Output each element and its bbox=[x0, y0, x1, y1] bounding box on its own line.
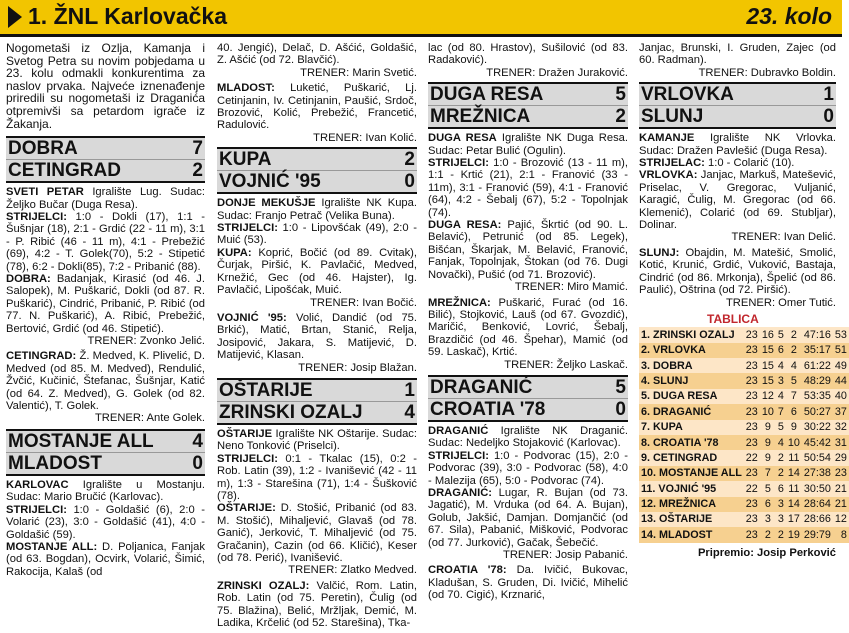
match-dobra-cetingrad bbox=[6, 136, 205, 425]
wins: 15 bbox=[761, 344, 774, 357]
away-team: SLUNJ bbox=[641, 106, 704, 128]
played: 23 bbox=[745, 467, 758, 480]
played: 22 bbox=[745, 451, 758, 464]
wins: 15 bbox=[761, 359, 774, 372]
losses: 17 bbox=[787, 513, 800, 526]
wins: 6 bbox=[760, 497, 776, 512]
losses: 6 bbox=[786, 404, 802, 419]
wins: 5 bbox=[760, 481, 776, 496]
home-team: KUPA bbox=[219, 149, 272, 171]
coach-line: TRENER: Ivan Kolić. bbox=[313, 131, 417, 144]
scorers-line: STRIJELCI: 1:0 - Dokli (17), 1:1 - Šušnjar (18), 2:1 - Grdić (22 - 11 m), 3:1 - P. Ribić (46 - 11 m), 4:1 - Prebežić (69), 4:2 - T. Golek(70), 5:2 - Stipetić (78), 6:2 - Dokli(85), 7:2 - Pribanić (88). bbox=[6, 210, 205, 273]
wins: 15 bbox=[761, 374, 774, 387]
author-credit: Pripremio: Josip Perković bbox=[697, 546, 836, 559]
team-name: 2. VRLOVKA bbox=[639, 343, 744, 358]
team-name: 11. VOJNIĆ '95 bbox=[639, 481, 744, 496]
points: 40 bbox=[834, 390, 847, 403]
scorers-line: STRIJELCI: 0:1 - Tkalac (15), 0:2 - Rob. Latin (39), 1:2 - Ivanišević (42 - 11 m), 1:3 - Starešina (71), 1:4 - Šušković (78). bbox=[217, 452, 417, 502]
wins: 7 bbox=[760, 466, 776, 481]
points: 23 bbox=[834, 467, 847, 480]
home-score: 4 bbox=[192, 430, 203, 452]
table-row bbox=[639, 343, 849, 358]
played: 23 bbox=[745, 436, 758, 449]
intro-text: Nogometaši iz Ozlja, Kamanja i Svetog Petra su novim pobjedama u 23. kolu odmakli konkurentima za naslov prvaka. Najveće iznenađenje priredili su nogometaši iz Draganića otpremivši sa petardom igrače iz Žakanja. bbox=[6, 41, 205, 131]
scoreboard bbox=[217, 147, 417, 194]
table-row bbox=[639, 466, 849, 481]
draws: 6 bbox=[777, 344, 784, 357]
scoreboard bbox=[217, 378, 417, 425]
column-3 bbox=[428, 42, 628, 606]
points: 21 bbox=[834, 482, 847, 495]
table-row bbox=[639, 327, 849, 342]
team-name: 7. KUPA bbox=[639, 420, 744, 435]
draws: 5 bbox=[777, 421, 784, 434]
table-row bbox=[639, 420, 849, 435]
draws: 3 bbox=[777, 498, 784, 511]
home-team: MOSTANJE ALL bbox=[8, 430, 154, 452]
losses: 10 bbox=[787, 436, 800, 449]
team-name: 3. DOBRA bbox=[639, 358, 744, 373]
home-coach: TRENER: Zvonko Jelić. bbox=[87, 335, 205, 348]
away-team: MREŽNICA bbox=[430, 106, 531, 128]
played: 23 bbox=[745, 528, 758, 541]
home-lineup: OŠTARIJE: D. Stošić, Pribanić (od 83. M. Stošić), Mihaljević, Glavaš (od 78. Ganić), Jerković, T. Mihaljević (od 75. Gračanin), Cazin (od 66. Kličić), Keser (od 78. Perić), Ivanišević. bbox=[217, 502, 417, 564]
venue-line: OŠTARIJE Igralište NK Oštarije. Sudac: Neno Tonković (Priselci). bbox=[217, 427, 417, 453]
home-coach: TRENER: Ivan Delić. bbox=[731, 231, 836, 244]
played: 23 bbox=[745, 344, 758, 357]
draws: 4 bbox=[777, 359, 784, 372]
home-score: 1 bbox=[823, 84, 834, 106]
losses: 14 bbox=[787, 498, 800, 511]
scoreboard bbox=[428, 375, 628, 422]
round-label: 23. kolo bbox=[746, 3, 832, 29]
away-coach: TRENER: Omer Tutić. bbox=[725, 296, 836, 309]
home-score: 7 bbox=[192, 138, 203, 160]
team-name: 14. MLADOST bbox=[639, 527, 744, 542]
lineup-continuation: Janjac, Brunski, I. Gruden, Zajec (od 60. Radman). bbox=[639, 42, 836, 67]
goals: 29:79 bbox=[803, 528, 831, 541]
venue-line: SVETI PETAR Igralište Lug. Sudac: Željko Bučar (Duga Resa). bbox=[6, 186, 205, 211]
played: 23 bbox=[745, 374, 758, 387]
goals: 61:22 bbox=[803, 359, 831, 372]
home-lineup: DUGA RESA: Pajić, Škrtić (od 90. L. Belavić), Petrunić (od 85. Legek), Bišćan, Škarjak, M. Belavić, Franović, Fanjak, Topolnjak, Štokan (od 76. Dugi Novački), Pušić (od 71. Brozović). bbox=[428, 219, 628, 281]
standings-table bbox=[639, 327, 849, 542]
home-team: DOBRA bbox=[8, 138, 78, 160]
away-coach: TRENER: Ante Golek. bbox=[94, 412, 205, 425]
page-header bbox=[0, 0, 842, 37]
away-lineup: MREŽNICA: Puškarić, Furać (od 16. Bilić), Stojković, Lauš (od 67. Gvozdić), Maričić, Benković, Lovrić, Šebalj, Brazdičić (od 46. Špehar), Mamić (od 59. Laskač), Krtić. bbox=[428, 296, 628, 359]
losses: 5 bbox=[786, 373, 802, 388]
scoreboard bbox=[6, 429, 205, 476]
home-lineup: DRAGANIĆ: Lugar, R. Bujan (od 73. Jagatić), M. Vrduka (od 64. A. Bujan), Golub, Jakšić, Damjan. Domjančić (od 67. Sila), Pabanić, Mišković, Podvorac (od 77. Jurković), Gačak, Šebečić. bbox=[428, 486, 628, 549]
home-coach: TRENER: Josip Pabanić. bbox=[503, 549, 628, 561]
scorers-line: STRIJELAC: 1:0 - Colarić (10). bbox=[639, 157, 795, 170]
points: 21 bbox=[834, 498, 847, 511]
points: 8 bbox=[833, 527, 849, 542]
home-coach: TRENER: Zlatko Medved. bbox=[288, 564, 417, 577]
draws: 6 bbox=[777, 482, 784, 495]
home-coach: TRENER: Miro Mamić. bbox=[514, 281, 628, 294]
played: 23 bbox=[745, 328, 758, 341]
goals: 47:16 bbox=[803, 328, 831, 341]
points: 53 bbox=[834, 328, 847, 341]
arrow-icon bbox=[8, 6, 22, 28]
wins: 2 bbox=[760, 527, 776, 542]
draws: 4 bbox=[777, 390, 784, 403]
match-vrlovka-slunj bbox=[639, 82, 836, 309]
goals: 48:29 bbox=[803, 374, 831, 387]
wins: 9 bbox=[760, 435, 776, 450]
match-mostanje-mladost bbox=[6, 429, 205, 578]
venue-line: DRAGANIĆ Igralište NK Draganić. Sudac: Nedeljko Stojaković (Karlovac). bbox=[428, 424, 628, 450]
home-lineup: VRLOVKA: Janjac, Markuš, Matešević, Priselac, V. Gregorac, Vuljanić, Karagić, Čulig, M. Gregorac (od 66. Klemenić), Colarić (od 69. Stubljar), Dolinar. bbox=[639, 169, 836, 232]
home-team: VRLOVKA bbox=[641, 84, 734, 106]
team-name: 1. ZRINSKI OZALJ bbox=[639, 327, 744, 342]
home-lineup: DOBRA: Badanjak, Kirasić (od 46. J. Salopek), M. Puškarić, Dokli (od 87. R. Puškarić), Cindrić, Pribanić, P. Ribić (od 77. N. Puškarić), A. Ribić, Prebežić, Bertović, Grdić (od 46. Stipetić). bbox=[6, 273, 205, 335]
table-row bbox=[639, 373, 849, 388]
played: 23 bbox=[745, 513, 758, 526]
away-lineup: CROATIA '78: Da. Ivičić, Bukovac, Kladušan, S. Gruden, Di. Ivičić, Mihelić (od 70. Cigić), Krznarić, bbox=[428, 564, 628, 602]
played: 23 bbox=[745, 421, 758, 434]
draws: 5 bbox=[777, 328, 784, 341]
points: 32 bbox=[834, 421, 847, 434]
venue-line: DONJE MEKUŠJE Igralište NK Kupa. Sudac: Franjo Petrač (Velika Buna). bbox=[217, 197, 417, 222]
goals: 30:50 bbox=[803, 482, 831, 495]
played: 22 bbox=[745, 482, 758, 495]
away-score: 4 bbox=[404, 401, 415, 423]
home-team: OŠTARIJE bbox=[219, 379, 313, 401]
draws: 2 bbox=[777, 467, 784, 480]
draws: 7 bbox=[777, 405, 784, 418]
goals: 27:38 bbox=[803, 467, 831, 480]
table-row bbox=[639, 527, 849, 542]
home-score: 5 bbox=[615, 84, 626, 106]
goals: 35:17 bbox=[803, 344, 831, 357]
table-row bbox=[639, 497, 849, 512]
table-title: TABLICA bbox=[707, 311, 759, 326]
match-kupa-vojnic bbox=[217, 147, 417, 374]
draws: 3 bbox=[777, 374, 784, 387]
home-score: 1 bbox=[404, 379, 415, 401]
wins: 10 bbox=[761, 405, 774, 418]
home-coach: TRENER: Ivan Bočić. bbox=[310, 296, 417, 309]
table-row bbox=[639, 481, 849, 496]
points: 37 bbox=[834, 405, 847, 418]
away-lineup: SLUNJ: Obajdin, M. Matešić, Smolić, Kotić, Krunić, Grdić, Vuković, Bastaja, Cindrić (od 86. Mrkonja), Špelić (od 86. Paulić), Oštrina (od 72. Piršić). bbox=[639, 246, 836, 297]
goals: 45:42 bbox=[803, 436, 831, 449]
losses: 2 bbox=[786, 327, 802, 342]
losses: 19 bbox=[787, 528, 800, 541]
table-row bbox=[639, 358, 849, 373]
league-title: 1. ŽNL Karlovačka bbox=[28, 3, 228, 29]
scorers-line: STRIJELCI: 1:0 - Podvorac (15), 2:0 - Podvorac (39), 3:0 - Podvorac (58), 4:0 - Malezija (65), 5:0 - Podvorac (74). bbox=[428, 449, 628, 487]
home-lineup: KUPA: Koprić, Bočić (od 89. Cvitak), Čurjak, Piršić, K. Pavlačić, Medved, Krnežić, Gec (od 46. Hajster), Ig. Pavlačić, Lipošćak, Muić. bbox=[217, 246, 417, 297]
scorers-line: STRIJELCI: 1:0 - Goldašić (6), 2:0 - Volarić (23), 3:0 - Goldašić (41), 4:0 - Goldašić (59). bbox=[6, 503, 205, 541]
goals: 28:64 bbox=[803, 498, 831, 511]
away-lineup: VOJNIĆ '95: Volić, Dandić (od 75. Brkić), Matić, Brtan, Stanić, Relja, Josipović, Jakara, S. Matijević, D. Matijević, Klasan. bbox=[217, 311, 418, 362]
home-team: DUGA RESA bbox=[430, 84, 544, 106]
draws: 2 bbox=[777, 528, 784, 541]
mladost-lineup: MLADOST: Luketić, Puškarić, Lj. Cetinjanin, Iv. Cetinjanin, Paušić, Srdoč, Brozović, Kolić, Prebežić, Francetić, Radulović. bbox=[217, 82, 417, 132]
points: 29 bbox=[834, 451, 847, 464]
team-name: 12. MREŽNICA bbox=[639, 497, 744, 512]
coach-line: TRENER: Dražen Juraković. bbox=[486, 66, 628, 79]
home-lineup: MOSTANJE ALL: D. Poljanica, Fanjak (od 63. Bogdan), Ocvirk, Volarić, Šimić, Rakocija, Kalaš (od bbox=[6, 540, 205, 578]
points: 31 bbox=[834, 436, 847, 449]
played: 23 bbox=[745, 390, 758, 403]
wins: 12 bbox=[761, 390, 774, 403]
lineup-continuation: lac (od 80. Hrastov), Sušilović (od 83. Radaković). bbox=[428, 42, 628, 67]
wins: 9 bbox=[760, 450, 776, 465]
scorers-line: STRIJELCI: 1:0 - Brozović (13 - 11 m), 1:1 - Krtić (21), 2:1 - Franović (33 - 11m), 3:1 - Franović (59), 4:1 - Franović (64), 4:2 - Šebalj (67), 5:2 - Topolnjak (74). bbox=[428, 157, 628, 219]
column-1 bbox=[6, 42, 205, 582]
goals: 28:66 bbox=[803, 513, 831, 526]
away-lineup: ZRINSKI OZALJ: Valčić, Rom. Latin, Rob. Latin (od 75. Peretin), Čulig (od 75. Blažina), Belić, Mržljak, Demić, M. Ladika, Krčelić (od 52. Starešina), Tka- bbox=[217, 579, 417, 630]
draws: 4 bbox=[777, 436, 784, 449]
away-score: 0 bbox=[192, 452, 203, 474]
home-score: 5 bbox=[615, 376, 626, 398]
column-4 bbox=[639, 42, 847, 559]
team-name: 4. SLUNJ bbox=[639, 373, 744, 388]
away-team: MLADOST bbox=[8, 452, 102, 474]
draws: 2 bbox=[777, 451, 784, 464]
home-score: 2 bbox=[404, 149, 415, 171]
away-coach: TRENER: Josip Blažan. bbox=[298, 361, 417, 374]
goals: 50:27 bbox=[803, 405, 831, 418]
home-team: DRAGANIĆ bbox=[430, 376, 533, 398]
away-coach: TRENER: Željko Laskač. bbox=[504, 358, 628, 371]
losses: 7 bbox=[786, 389, 802, 404]
venue-line: KARLOVAC Igralište u Mostanju. Sudac: Mario Bručić (Karlovac). bbox=[6, 478, 205, 504]
losses: 11 bbox=[786, 481, 802, 496]
goals: 50:54 bbox=[803, 451, 831, 464]
goals: 30:22 bbox=[803, 421, 831, 434]
team-name: 8. CROATIA '78 bbox=[639, 435, 744, 450]
losses: 14 bbox=[787, 467, 800, 480]
team-name: 6. DRAGANIĆ bbox=[639, 404, 744, 419]
wins: 3 bbox=[760, 512, 776, 527]
losses: 11 bbox=[786, 450, 802, 465]
coach-line: TRENER: Marin Svetić. bbox=[300, 66, 417, 79]
away-team: CROATIA '78 bbox=[430, 398, 546, 420]
wins: 9 bbox=[760, 420, 776, 435]
played: 23 bbox=[745, 405, 758, 418]
column-2 bbox=[217, 42, 417, 633]
table-row bbox=[639, 512, 849, 527]
away-team: CETINGRAD bbox=[8, 160, 121, 182]
points: 12 bbox=[834, 513, 847, 526]
table-row bbox=[639, 450, 849, 465]
table-row bbox=[639, 435, 849, 450]
points: 51 bbox=[834, 344, 847, 357]
table-row bbox=[639, 389, 849, 404]
venue-line: DUGA RESA Igralište NK Duga Resa. Sudac: Petar Bulić (Ogulin). bbox=[428, 132, 628, 157]
away-score: 2 bbox=[192, 160, 203, 182]
team-name: 13. OŠTARIJE bbox=[639, 512, 744, 527]
table-row bbox=[639, 404, 849, 419]
losses: 9 bbox=[786, 420, 802, 435]
goals: 53:35 bbox=[803, 390, 831, 403]
away-team: VOJNIĆ '95 bbox=[219, 171, 321, 193]
draws: 3 bbox=[777, 513, 784, 526]
venue-line: KAMANJE Igralište NK Vrlovka. Sudac: Dražen Pavlešić (Duga Resa). bbox=[639, 132, 836, 157]
scoreboard bbox=[639, 82, 836, 129]
away-score: 0 bbox=[404, 171, 415, 193]
played: 23 bbox=[745, 359, 758, 372]
away-team: ZRINSKI OZALJ bbox=[219, 401, 363, 423]
coach-line: TRENER: Dubravko Boldin. bbox=[698, 66, 836, 79]
away-score: 0 bbox=[615, 398, 626, 420]
away-score: 2 bbox=[615, 106, 626, 128]
match-ostarije-zrinski bbox=[217, 378, 417, 630]
match-draganic-croatia bbox=[428, 375, 628, 602]
played: 23 bbox=[745, 498, 758, 511]
scoreboard bbox=[428, 82, 628, 129]
away-lineup: CETINGRAD: Ž. Medved, K. Plivelić, D. Medved (od 85. M. Medved), Rendulić, Žvčić, Kučinić, Štefanac, Šušnjar, Katić (od 64. Z. Medved), G. Golek (od 82. Valentić), T. Golek. bbox=[6, 350, 205, 413]
losses: 2 bbox=[786, 343, 802, 358]
team-name: 9. CETINGRAD bbox=[639, 450, 744, 465]
losses: 4 bbox=[786, 358, 802, 373]
team-name: 10. MOSTANJE ALL bbox=[641, 467, 742, 480]
points: 44 bbox=[834, 374, 847, 387]
wins: 16 bbox=[761, 328, 774, 341]
team-name: 5. DUGA RESA bbox=[639, 389, 744, 404]
match-dugaresa-mreznica bbox=[428, 82, 628, 371]
scoreboard bbox=[6, 136, 205, 183]
lineup-continuation: 40. Jengić), Delač, D. Ašćić, Goldašić, Z. Ašćić (od 72. Blavčić). bbox=[217, 42, 417, 67]
points: 49 bbox=[834, 359, 847, 372]
scorers-line: STRIJELCI: 1:0 - Lipovšćak (49), 2:0 - Muić (53). bbox=[217, 222, 417, 247]
away-score: 0 bbox=[823, 106, 834, 128]
